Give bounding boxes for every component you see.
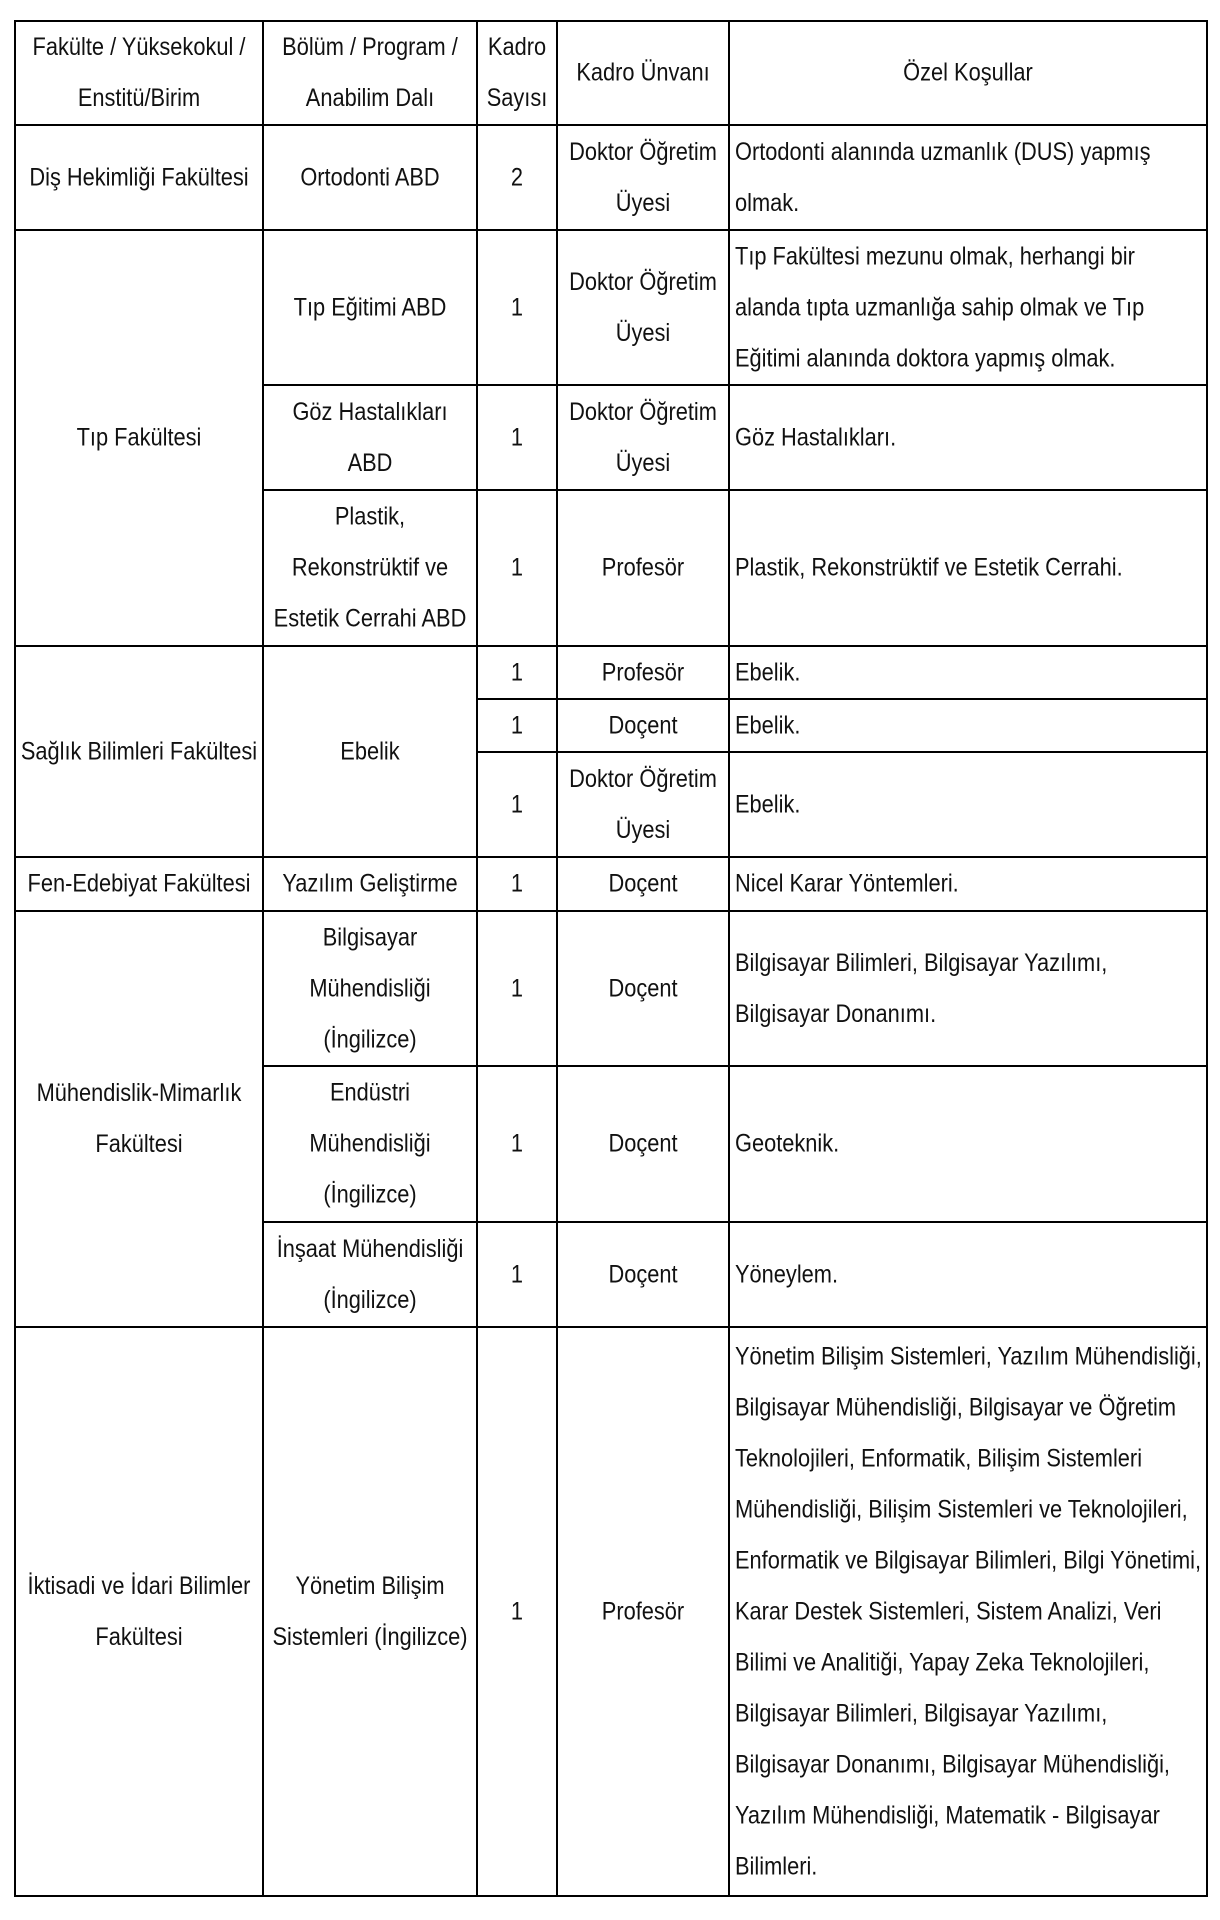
position-conditions: Göz Hastalıkları. [735, 423, 897, 451]
title-cell [558, 1223, 730, 1328]
title-cell [558, 753, 730, 858]
position-title: Doktor Öğretim Üyesi [569, 764, 717, 844]
conditions-cell [730, 647, 1208, 700]
position-conditions: Yöneylem. [735, 1260, 839, 1288]
conditions-cell [730, 1067, 1208, 1223]
position-conditions: Geoteknik. [735, 1129, 840, 1158]
position-conditions: Plastik, Rekonstrüktif ve Estetik Cerrahi. [735, 553, 1123, 582]
position-count: 1 [510, 1597, 524, 1625]
position-title: Profesör [601, 553, 685, 582]
position-count: 1 [510, 869, 524, 898]
department-name: Endüstri Mühendisliği (İngilizce) [309, 1078, 431, 1209]
faculty-cell [16, 912, 264, 1328]
department-cell [264, 912, 478, 1067]
header-faculty-label: Fakülte / Yüksekokul / Enstitü/Birim [32, 33, 246, 112]
department-name: Göz Hastalıkları ABD [292, 397, 448, 477]
title-cell [558, 491, 730, 647]
title-cell [558, 700, 730, 753]
position-count: 1 [510, 293, 524, 321]
department-name: Bilgisayar Mühendisliği (İngilizce) [309, 923, 431, 1053]
position-count: 1 [510, 1129, 524, 1158]
header-conditions [730, 22, 1208, 126]
department-name: İnşaat Mühendisliği (İngilizce) [276, 1234, 464, 1314]
position-conditions: Ebelik. [735, 658, 801, 686]
department-cell [264, 1223, 478, 1328]
count-cell [478, 753, 558, 858]
position-conditions: Ortodonti alanında uzmanlık (DUS) yapmış olmak. [735, 137, 1151, 217]
faculty-name: Diş Hekimliği Fakültesi [29, 163, 249, 191]
count-cell [478, 231, 558, 386]
position-count: 1 [510, 658, 524, 686]
position-conditions: Bilgisayar Bilimleri, Bilgisayar Yazılımı, Bilgisayar Donanımı. [735, 948, 1108, 1028]
position-count: 1 [510, 711, 524, 739]
position-title: Doktor Öğretim Üyesi [569, 267, 717, 347]
faculty-cell [16, 1328, 264, 1897]
header-department-label: Bölüm / Program / Anabilim Dalı [282, 33, 458, 112]
count-cell [478, 858, 558, 912]
position-title: Doçent [608, 1260, 678, 1288]
header-conditions-label: Özel Koşullar [903, 58, 1033, 87]
position-conditions: Ebelik. [735, 711, 801, 739]
title-cell [558, 386, 730, 491]
position-count: 1 [510, 423, 524, 451]
conditions-cell [730, 126, 1208, 231]
position-title: Doçent [608, 1129, 678, 1158]
position-title: Doçent [608, 974, 678, 1002]
department-cell [264, 491, 478, 647]
department-cell [264, 1067, 478, 1223]
title-cell [558, 858, 730, 912]
position-count: 2 [510, 163, 524, 191]
count-cell [478, 1328, 558, 1897]
header-title [558, 22, 730, 126]
department-name: Ortodonti ABD [300, 163, 440, 191]
department-name: Tıp Eğitimi ABD [293, 293, 447, 321]
count-cell [478, 1223, 558, 1328]
header-faculty [16, 22, 264, 126]
position-conditions: Yönetim Bilişim Sistemleri, Yazılım Mühendisliği, Bilgisayar Mühendisliği, Bilgisayar ve Öğretim Teknolojileri, Enformatik, Bilişim Sistemleri Mühendisliği, Bilişim Sistemleri ve Teknolojileri, Enformatik ve Bilgisayar Bilimleri, Bilgi Yönetimi, Karar Destek Sistemleri, Sistem Analizi, Veri Bilimi ve Analitiği, Yapay Zeka Teknolojileri, Bilgisayar Bilimleri, Bilgisayar Yazılımı, Bilgisayar Donanımı, Bilgisayar Mühendisliği, Yazılım Mühendisliği, Matematik - Bilgisayar Bilimleri. [735, 1342, 1202, 1880]
title-cell [558, 1067, 730, 1223]
title-cell [558, 647, 730, 700]
position-conditions: Ebelik. [735, 790, 801, 818]
position-count: 1 [510, 1260, 524, 1288]
header-count-label: Kadro Sayısı [486, 33, 548, 112]
header-title-label: Kadro Ünvanı [576, 58, 710, 87]
conditions-cell [730, 386, 1208, 491]
faculty-cell [16, 647, 264, 858]
department-cell [264, 386, 478, 491]
conditions-cell [730, 1223, 1208, 1328]
department-name: Ebelik [340, 737, 400, 765]
position-conditions: Nicel Karar Yöntemleri. [735, 869, 959, 898]
position-title: Doçent [608, 711, 678, 739]
faculty-name: Tıp Fakültesi [76, 423, 202, 452]
conditions-cell [730, 700, 1208, 753]
faculty-cell [16, 231, 264, 647]
position-count: 1 [510, 790, 524, 818]
position-title: Doktor Öğretim Üyesi [569, 397, 717, 477]
count-cell [478, 491, 558, 647]
title-cell [558, 912, 730, 1067]
position-conditions: Tıp Fakültesi mezunu olmak, herhangi bir alanda tıpta uzmanlığa sahip olmak ve Tıp Eğitimi alanında doktora yapmış olmak. [735, 242, 1145, 372]
count-cell [478, 1067, 558, 1223]
department-cell [264, 647, 478, 858]
faculty-cell [16, 126, 264, 231]
department-cell [264, 858, 478, 912]
position-title: Profesör [601, 1597, 685, 1625]
header-department [264, 22, 478, 126]
title-cell [558, 126, 730, 231]
position-title: Doçent [608, 869, 678, 898]
department-name: Yönetim Bilişim Sistemleri (İngilizce) [272, 1571, 468, 1651]
title-cell [558, 1328, 730, 1897]
count-cell [478, 700, 558, 753]
title-cell [558, 231, 730, 386]
faculty-name: İktisadi ve İdari Bilimler Fakültesi [27, 1571, 251, 1651]
department-name: Plastik, Rekonstrüktif ve Estetik Cerrahi ABD [273, 502, 467, 633]
count-cell [478, 126, 558, 231]
faculty-name: Fen-Edebiyat Fakültesi [27, 869, 251, 898]
department-cell [264, 1328, 478, 1897]
count-cell [478, 386, 558, 491]
header-count [478, 22, 558, 126]
conditions-cell [730, 491, 1208, 647]
conditions-cell [730, 858, 1208, 912]
position-count: 1 [510, 974, 524, 1002]
conditions-cell [730, 912, 1208, 1067]
department-cell [264, 231, 478, 386]
position-count: 1 [510, 553, 524, 582]
count-cell [478, 912, 558, 1067]
staff-table [14, 20, 1208, 1897]
faculty-name: Mühendislik-Mimarlık Fakültesi [36, 1079, 242, 1158]
faculty-cell [16, 858, 264, 912]
department-name: Yazılım Geliştirme [282, 869, 458, 898]
conditions-cell [730, 1328, 1208, 1897]
position-title: Doktor Öğretim Üyesi [569, 137, 717, 217]
conditions-cell [730, 231, 1208, 386]
faculty-name: Sağlık Bilimleri Fakültesi [20, 737, 258, 765]
department-cell [264, 126, 478, 231]
count-cell [478, 647, 558, 700]
conditions-cell [730, 753, 1208, 858]
position-title: Profesör [601, 658, 685, 686]
